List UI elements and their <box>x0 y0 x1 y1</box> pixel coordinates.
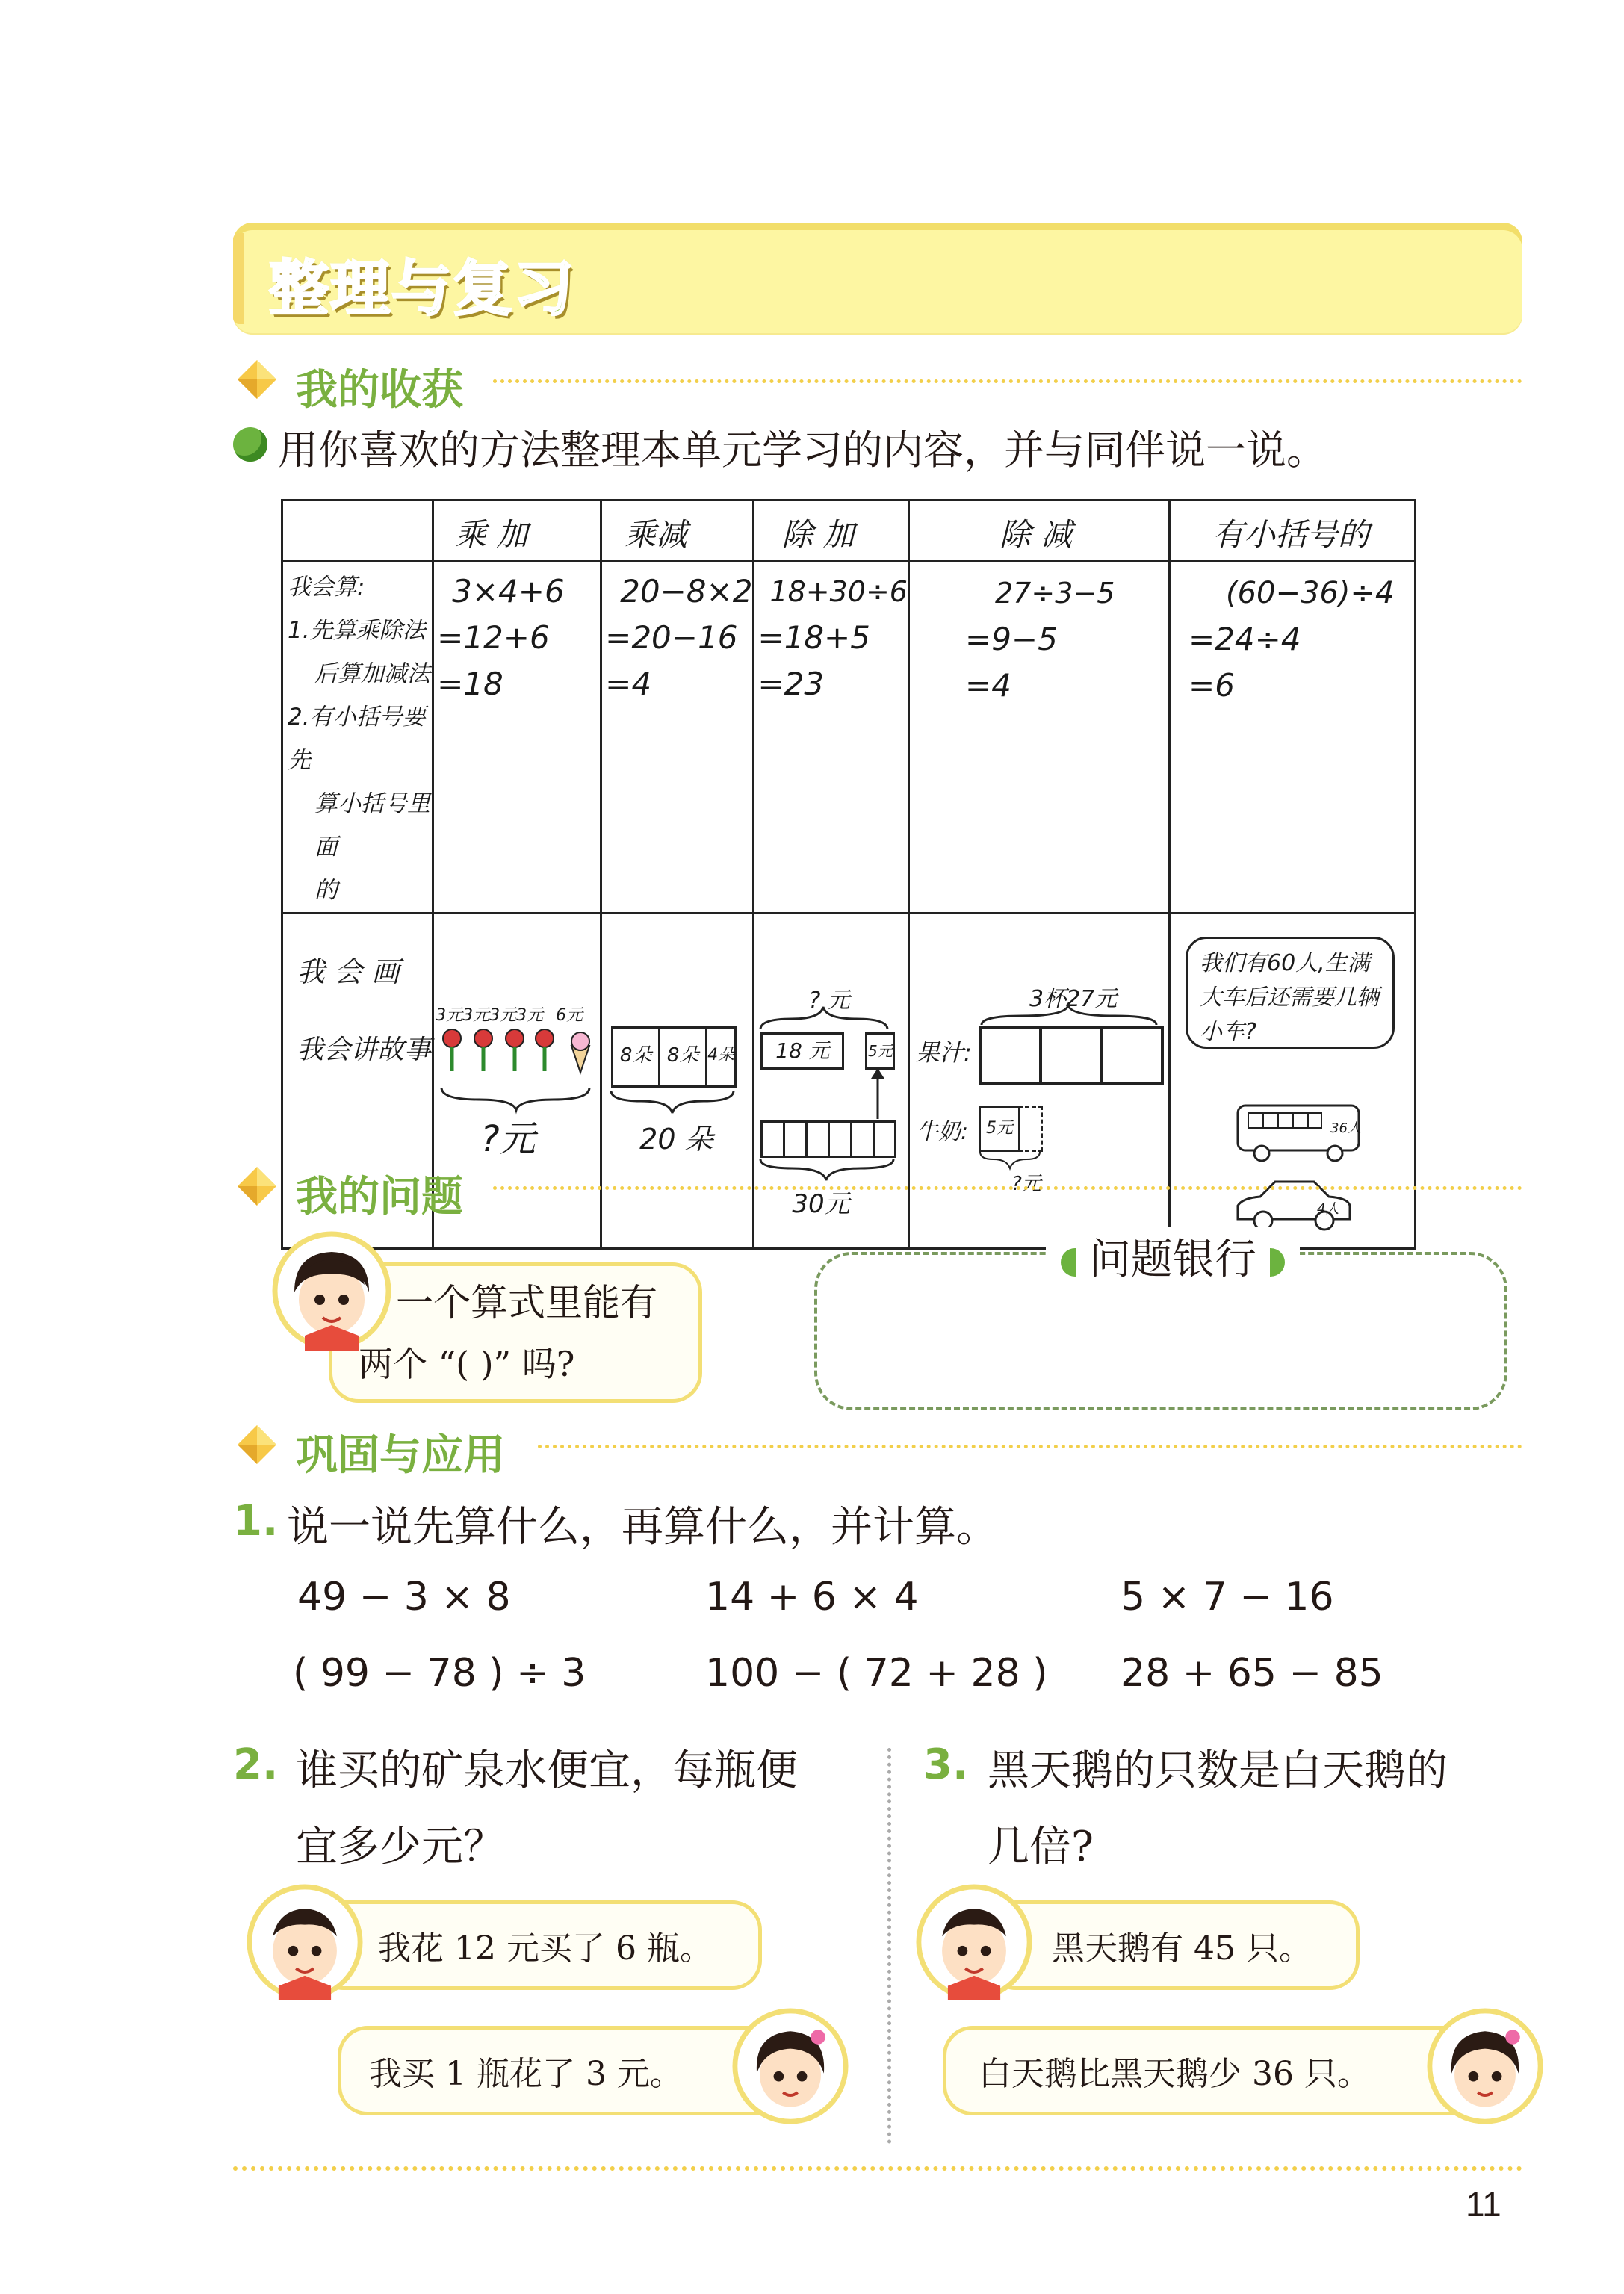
table-header: 除 加 <box>754 500 909 562</box>
calc-cell: 27÷3−5 =9−5 =4 <box>909 562 1170 914</box>
draw-cell-money: ? 元 18 元 5元 30元 <box>754 914 909 1249</box>
expression: 49 − 3 × 8 <box>297 1575 511 1619</box>
table-header: 除 减 <box>909 500 1170 562</box>
section-diamond-icon <box>236 1165 278 1207</box>
q3-text-line1: 黑天鹅的只数是白天鹅的 <box>988 1746 1448 1795</box>
q3-number: 3. <box>923 1740 969 1789</box>
expression: 5 × 7 − 16 <box>1121 1575 1334 1619</box>
section-title-harvest: 我的收获 <box>296 366 463 415</box>
row-label-draw: 我 会 画 我会讲故事 <box>282 914 433 1249</box>
pill-right-icon <box>1270 1248 1285 1277</box>
q2-text-line2: 宜多少元？ <box>296 1823 505 1871</box>
expression: 14 + 6 × 4 <box>705 1575 919 1619</box>
expression: 28 + 65 − 85 <box>1121 1651 1383 1696</box>
q2-girl-speech: 我买 1 瓶花了 3 元。 <box>369 2055 683 2093</box>
q1-text: 说一说先算什么，再算什么，并计算。 <box>287 1503 998 1551</box>
calc-cell: 20−8×2 =20−16 =4 <box>601 562 754 914</box>
q3-girl-speech: 白天鹅比黑天鹅少 36 只。 <box>979 2055 1370 2093</box>
q2-number: 2. <box>233 1740 279 1789</box>
dotted-divider <box>493 1186 1522 1190</box>
dotted-divider <box>493 379 1522 383</box>
draw-cell-bus-car: 我们有60人,生满 大车后还需要几辆 小车? 36人 4人 <box>1170 914 1416 1249</box>
brace-drawing <box>608 1088 737 1117</box>
draw-cell-flowers: 3元3元3元3元 6元 ?元 <box>433 914 601 1249</box>
expression: 100 − ( 72 + 28 ) <box>705 1651 1048 1696</box>
boy-question-line2: 两个 “( )” 吗? <box>359 1344 575 1384</box>
dotted-divider <box>538 1445 1522 1448</box>
question-bank-title: 问题银行 <box>1046 1227 1300 1286</box>
q3-boy-speech: 黑天鹅有 45 只。 <box>1052 1929 1312 1968</box>
brace-drawing <box>757 1156 899 1183</box>
page-number: 11 <box>1466 2185 1501 2224</box>
calc-cell: 18+30÷6 =18+5 =23 <box>754 562 909 914</box>
q1-number: 1. <box>233 1497 279 1546</box>
page-title: 整理与复习 <box>269 254 575 323</box>
lead-instruction: 用你喜欢的方法整理本单元学习的内容，并与同伴说一说。 <box>278 427 1327 474</box>
bar-boxes <box>760 1120 896 1158</box>
footer-dotted-line <box>233 2166 1522 2171</box>
table-corner-cell <box>282 500 433 562</box>
boy-avatar <box>247 1884 363 2000</box>
bullet-dot <box>233 427 267 462</box>
expression: ( 99 − 78 ) ÷ 3 <box>293 1651 586 1696</box>
girl-avatar <box>732 2008 849 2124</box>
calc-cell: 3×4+6 =12+6 =18 <box>433 562 601 914</box>
juice-bar <box>979 1026 1164 1085</box>
draw-cell-juice-milk: 3杯27元 果汁: 牛奶: 5元 ?元 <box>909 914 1170 1249</box>
arrow-up-icon <box>867 1068 889 1120</box>
calc-cell: (60−36)÷4 =24÷4 =6 <box>1170 562 1416 914</box>
boy-avatar <box>272 1231 391 1351</box>
section-title-consolidate: 巩固与应用 <box>296 1431 505 1480</box>
q2-text-line1: 谁买的矿泉水便宜，每瓶便 <box>296 1746 798 1795</box>
draw-cell-boxes: 8朵 8朵 4朵 20 朵 <box>601 914 754 1249</box>
pill-left-icon <box>1061 1248 1076 1277</box>
boy-question-line1: 一个算式里能有 <box>396 1281 657 1324</box>
dashed-box <box>1018 1106 1043 1152</box>
section-title-problem: 我的问题 <box>296 1173 463 1221</box>
row-label-calc: 我会算: 1.先算乘除法 后算加减法 2.有小括号要先 算小括号里面 的 <box>282 562 433 914</box>
q2-boy-speech: 我花 12 元买了 6 瓶。 <box>378 1929 713 1968</box>
girl-avatar <box>1427 2008 1543 2124</box>
q3-text-line2: 几倍? <box>988 1823 1094 1871</box>
brace-drawing <box>754 1002 907 1032</box>
flowers-drawing <box>434 1019 600 1116</box>
section-diamond-icon <box>236 359 278 400</box>
summary-table <box>281 499 1416 1250</box>
speech-bubble: 我们有60人,生满 大车后还需要几辆 小车? <box>1186 937 1395 1049</box>
section-diamond-icon <box>236 1424 278 1466</box>
brace-drawing <box>977 1002 1164 1028</box>
boy-avatar <box>916 1884 1032 2000</box>
column-divider <box>887 1748 891 2144</box>
table-header: 乘减 <box>601 500 754 562</box>
table-header: 有小括号的 <box>1170 500 1416 562</box>
table-header: 乘 加 <box>433 500 601 562</box>
